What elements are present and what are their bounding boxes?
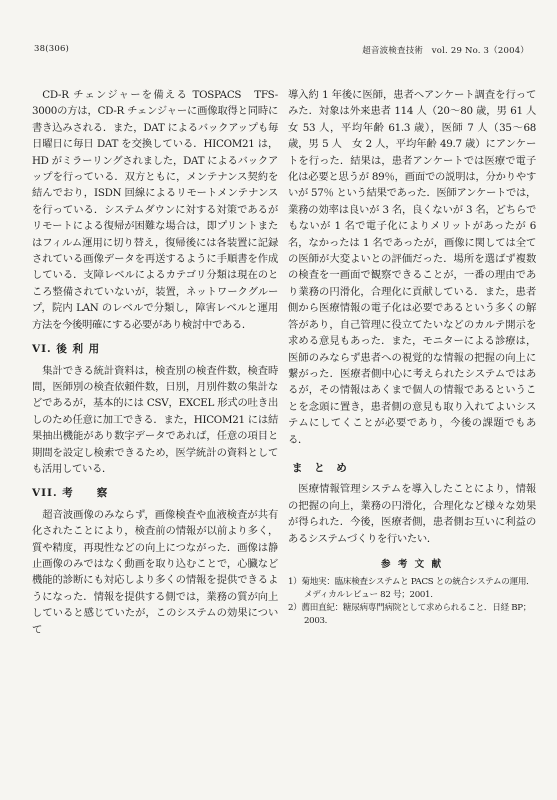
section-heading-discussion: VII. 考 察 bbox=[32, 487, 109, 500]
page-number: 38(306) bbox=[34, 44, 70, 54]
summary-paragraph: 医療情報管理システムを導入したことにより，情報の把握の向上，業務の円滑化，合理化など様々な効果が得られた．今後，医療者側，患者側お互いに利益のあるシステムづくりを行いたい． bbox=[288, 483, 536, 545]
right-column bbox=[288, 87, 546, 628]
journal-citation: 超音波検査技術 vol. 29 No. 3（2004） bbox=[362, 46, 529, 56]
section-heading-reuse: VI. 後 利 用 bbox=[32, 343, 101, 356]
references-title: 参 考 文 献 bbox=[381, 558, 443, 570]
reference-item: 2）薦田直紀：糖尿病専門病院として求められること．日経 BP；2003. bbox=[288, 603, 532, 627]
references-list bbox=[288, 576, 536, 628]
reference-item: 1）菊地実：臨床検査システムと PACS との統合システムの運用．メディカルレビュー 82 号；2001. bbox=[288, 577, 535, 601]
survey-paragraph: 導入約 1 年後に医師，患者へアンケート調査を行ってみた．対象は外来患者 114 人（20〜80 歳，男 61 人 女 53 人，平均年齢 61.3 歳），医師 7 人（35〜68 歳，男 5 人 女 2 人，平均年齢 49.7 歳）にアンケートを行った．結果は，患者アンケートでは医療で電子化は必要と思うが 89％，画面での説明は，分かりやすいが 57％ という結果であった．医師アンケートでは，業務の効率は良いが 3 名，良くないが 3 名，どちらでもないが 1 名で電子化によりメリットがあったが 6 名，なかったは 1 名であったが，画像に関しては全ての医師が大変よいとの評価だった．場所を選ばず複数の検査を一画面で観察できることが，一番の理由であり業務の円滑化，合理化に貢献している．また，患者側から医療情報の電子化は必要であるという多くの解答があり，自己管理に役立てたいなどのカルテ開示を求める意見もあった．また，モニターによる診療は，医師のみならず患者への視覚的な情報の把握の向上に繋がった．医療者側中心に考えられたシステムではあるが，その情報はあくまで個人の情報であるということを念頭に置き，患者側の意見も取り入れてよいシステムにしてくことが必要であり，今後の課題でもある． bbox=[288, 89, 546, 446]
reuse-paragraph: 集計できる統計資料は，検査別の検査件数，検査時間，医師別の検査依頼件数，日別，月別件数の集計などであるが，基本的には CSV，EXCEL 形式の吐き出しのため任意に加工できる．また，HICOM21 には結果抽出機能があり数字データであれば，任意の項目と期間を設定し検索できるため，医学統計の資料としても活用している． bbox=[32, 364, 278, 475]
section-heading-summary: ま と め bbox=[292, 461, 351, 474]
left-column bbox=[32, 87, 278, 638]
discussion-paragraph: 超音波画像のみならず，画像検査や血液検査が共有化されたことにより，検査前の情報が以前より多く，質や精度，再現性などの向上につながった．画像は静止画像のみではなく動画を取り込むことで，心臓など機能的診断にも対応しより多くの情報を提供できるようになった．情報を提供する側では，業務の質が向上していると感じていたが，このシステムの効果について bbox=[32, 508, 278, 636]
backup-paragraph: CD-R チェンジャーを備える TOSPACS TFS-3000の方は，CD-R チェンジャーに画像取得と同時に書き込みされる．また，DAT によるバックアップも毎日曜日に毎日 DAT を交換している．HICOM21 は，HD がミラーリングされました，DAT によるバックアップを行っている．双方ともに，メンテナンス契約を結んでおり，ISDN 回線によるリモートメンテナンスを行っている．システムダウンに対する対策であるがリモートによる復帰が困難な場合は，即プリントまたはフィルム運用に切り替え，復帰後には各装置に記録されている画像データを再送するように手順書を作成している．支障レベルによるカテゴリ分類は現在のところ整備されていないが，装置，ネットワークグループ，院内 LAN のレベルで分類し，障害レベルと運用方法を今後明確にする必要があり検討中である． bbox=[32, 89, 278, 331]
